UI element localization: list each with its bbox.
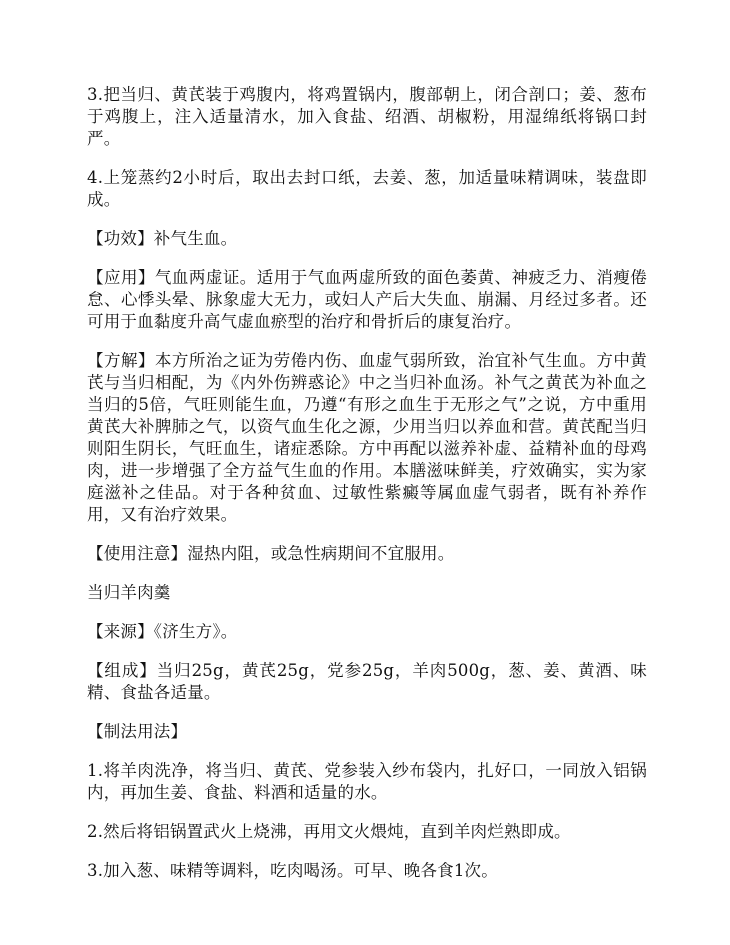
prep-step-3: 3.加入葱、味精等调料，吃肉喝汤。可早、晚各食1次。 [87, 861, 498, 880]
step-4-paragraph: 4.上笼蒸约2小时后，取出去封口纸，去姜、葱，加适量味精调味，装盘即成。 [87, 168, 647, 209]
composition-paragraph: 【组成】当归25g，黄芪25g，党参25g，羊肉500g，葱、姜、黄酒、味精、食盐各适量。 [87, 661, 647, 702]
precautions-paragraph: 【使用注意】湿热内阻，或急性病期间不宜服用。 [87, 544, 455, 563]
recipe-title: 当归羊肉羹 [87, 583, 171, 602]
formula-analysis-paragraph: 【方解】本方所治之证为劳倦内伤、血虚气弱所致，治宜补气生血。方中黄芪与当归相配，为《内外伤辨惑论》中之当归补血汤。补气之黄芪为补血之当归的5倍，气旺则能生血，乃遵“有形之血生于无形之气”之说，方中重用黄芪大补脾肺之气，以资气血生化之源，少用当归以养血和营。黄芪配当归则阳生阴长，气旺血生，诸症悉除。方中再配以滋养补虚、益精补血的母鸡肉，进一步增强了全方益气生血的作用。本膳滋味鲜美，疗效确实，实为家庭滋补之佳品。对于各种贫血、过敏性紫癜等属血虚气弱者，既有补养作用，又有治疗效果。 [87, 351, 647, 524]
efficacy-paragraph: 【功效】补气生血。 [87, 229, 238, 248]
step-3-paragraph: 3.把当归、黄芪装于鸡腹内，将鸡置锅内，腹部朝上，闭合剖口；姜、葱布于鸡腹上，注入适量清水，加入食盐、绍酒、胡椒粉，用湿绵纸将锅口封严。 [87, 85, 647, 148]
document-page [87, 84, 647, 899]
preparation-heading: 【制法用法】 [87, 722, 188, 741]
prep-step-1: 1.将羊肉洗净，将当归、黄芪、党参装入纱布袋内，扎好口，一同放入铝锅内，再加生姜、食盐、料酒和适量的水。 [87, 761, 647, 802]
prep-step-2: 2.然后将铝锅置武火上烧沸，再用文火煨炖，直到羊肉烂熟即成。 [87, 822, 571, 841]
source-paragraph: 【来源】《济生方》。 [87, 622, 238, 641]
application-paragraph: 【应用】气血两虚证。适用于气血两虚所致的面色萎黄、神疲乏力、消瘦倦怠、心悸头晕、脉象虚大无力，或妇人产后大失血、崩漏、月经过多者。还可用于血黏度升高气虚血瘀型的治疗和骨折后的康复治疗。 [87, 268, 647, 331]
